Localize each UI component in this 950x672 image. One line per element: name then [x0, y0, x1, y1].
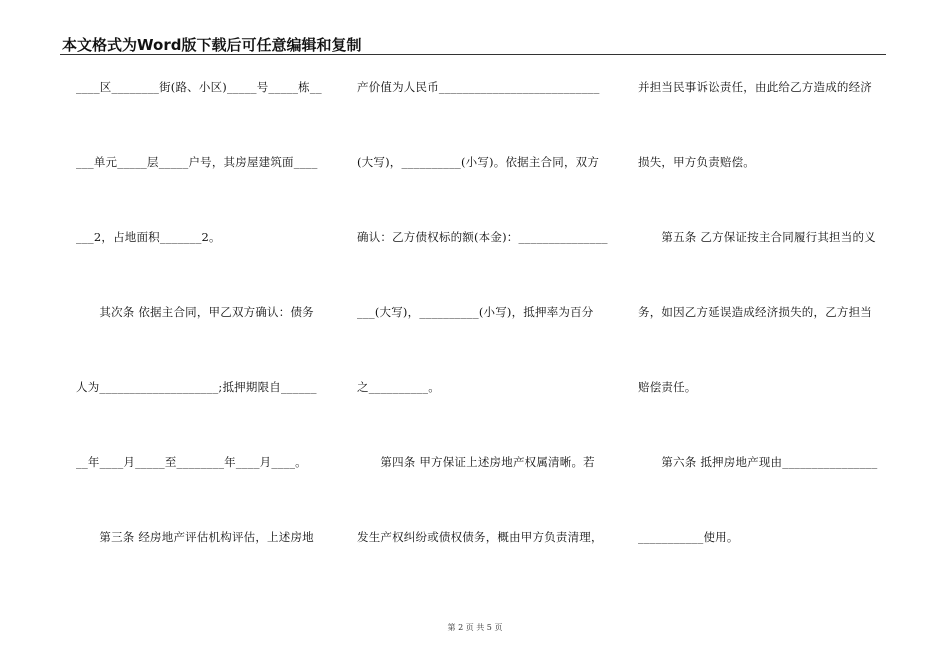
text-line: ____区________街(路、小区)_____号_____栋__	[76, 80, 322, 94]
text-line: 第三条 经房地产评估机构评估，上述房地	[76, 530, 314, 544]
text-line: 第六条 抵押房地产现由________________	[638, 455, 878, 469]
text-line: 并担当民事诉讼责任，由此给乙方造成的经济	[638, 80, 872, 94]
text-line: __年____月_____至________年____月____。	[76, 455, 307, 469]
text-line: ___________使用。	[638, 530, 739, 544]
text-line: 确认：乙方债权标的额(本金)：_______________	[357, 230, 608, 244]
text-line: 其次条 依据主合同，甲乙双方确认：债务	[76, 305, 314, 319]
text-line: 务，如因乙方延误造成经济损失的，乙方担当	[638, 305, 872, 319]
text-line: 损失，甲方负责赔偿。	[638, 155, 755, 169]
text-line: 人为____________________;抵押期限自______	[76, 380, 317, 394]
text-line: 产价值为人民币___________________________	[357, 80, 600, 94]
text-line: 第五条 乙方保证按主合同履行其担当的义	[638, 230, 876, 244]
text-line: ___(大写)，__________(小写)，抵押率为百分	[357, 305, 594, 319]
document-header: 本文格式为Word版下载后可任意编辑和复制	[62, 36, 362, 54]
text-line: 发生产权纠纷或债权债务，概由甲方负责清理，	[357, 530, 603, 544]
text-line: (大写)，__________(小写)。依据主合同，双方	[357, 155, 600, 169]
text-line: 赔偿责任。	[638, 380, 697, 394]
text-line: ___2，占地面积_______2。	[76, 230, 221, 244]
text-line: 第四条 甲方保证上述房地产权属清晰。若	[357, 455, 595, 469]
page-number: 第 2 页 共 5 页	[447, 623, 503, 632]
text-line: ___单元_____层_____户号，其房屋建筑面____	[76, 155, 318, 169]
header-rule	[60, 54, 886, 55]
text-line: 之__________。	[357, 380, 440, 394]
